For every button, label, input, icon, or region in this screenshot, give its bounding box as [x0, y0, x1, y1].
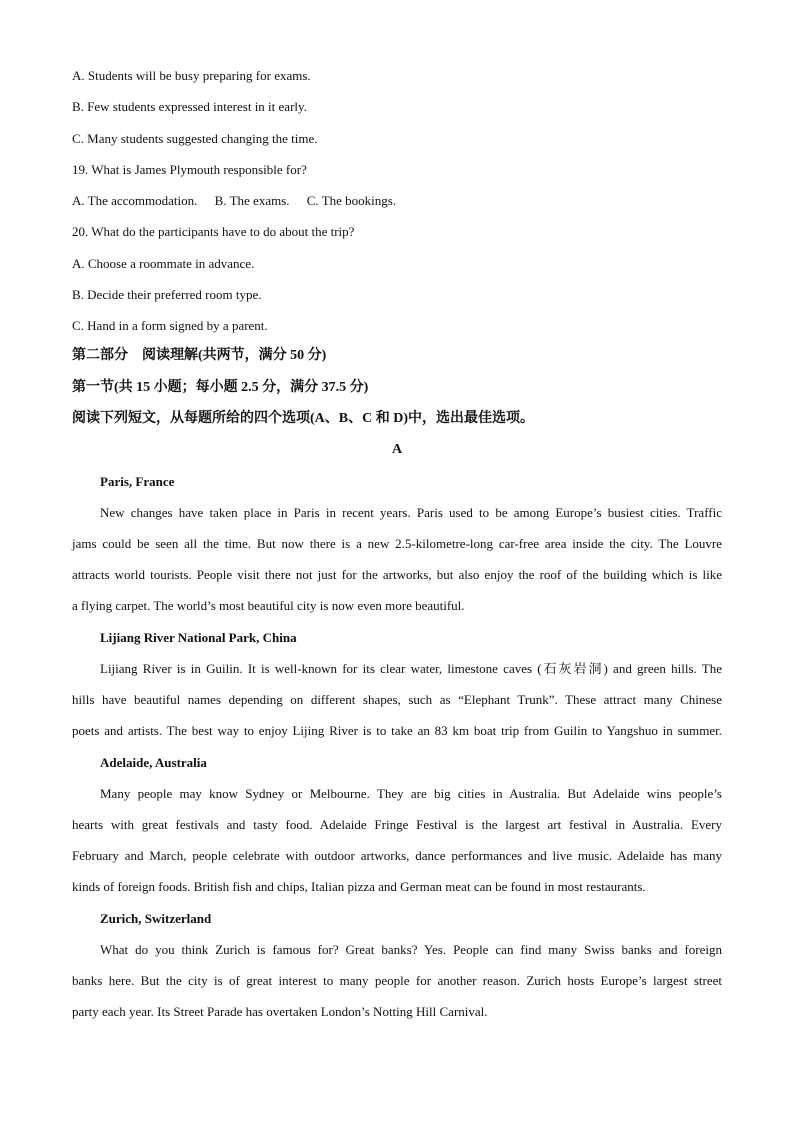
passage-heading-zurich: Zurich, Switzerland: [100, 911, 212, 926]
q19-option-a: A. The accommodation.: [72, 193, 198, 208]
passage-paris: [72, 497, 722, 621]
passage-heading-paris: Paris, France: [100, 474, 175, 489]
q19-option-b: B. The exams.: [214, 193, 290, 208]
paragraph-line: a flying carpet. The world’s most beautiful city is now even more beautiful.: [72, 598, 465, 613]
paragraph-line: poets and artists. The best way to enjoy Lijing River is to take an 83 km boat trip from Guilin to Yangshuo in summer.: [72, 723, 722, 738]
passage-zurich: [72, 934, 722, 1027]
q20-option-b: B. Decide their preferred room type.: [72, 287, 262, 302]
paragraph-line: February and March, people celebrate with outdoor artworks, dance performances and live music. Adelaide has many: [72, 848, 722, 863]
q20-option-c: C. Hand in a form signed by a parent.: [72, 318, 268, 333]
paragraph-line: party each year. Its Street Parade has overtaken London’s Notting Hill Carnival.: [72, 1004, 488, 1019]
q18-option-a: A. Students will be busy preparing for exams.: [72, 68, 311, 83]
paragraph-line: What do you think Zurich is famous for? Great banks? Yes. People can find many Swiss banks and foreign: [100, 942, 722, 957]
part-title: 第二部分 阅读理解(共两节，满分 50 分): [72, 348, 327, 363]
q20-question: 20. What do the participants have to do about the trip?: [72, 224, 355, 239]
paragraph-line: attracts world tourists. People visit there not just for the artworks, but also enjoy the roof of the building which is like: [72, 567, 722, 582]
subsection-title: 第一节(共 15 小题；每小题 2.5 分，满分 37.5 分): [72, 380, 369, 395]
passage-label: A: [391, 442, 403, 457]
paragraph-line: Lijiang River is in Guilin. It is well-known for its clear water, limestone caves (石灰岩洞) and green hills. The: [100, 661, 722, 676]
q20-option-a: A. Choose a roommate in advance.: [72, 256, 255, 271]
paragraph-line: hills have beautiful names depending on different shapes, such as “Elephant Trunk”. These attract many Chinese: [72, 692, 722, 707]
section-instruction: 阅读下列短文，从每题所给的四个选项(A、B、C 和 D)中，选出最佳选项。: [72, 411, 534, 426]
passage-adelaide: [72, 778, 722, 902]
passage-heading-adelaide: Adelaide, Australia: [100, 755, 207, 770]
paragraph-line: jams could be seen all the time. But now there is a new 2.5-kilometre-long car-free area inside the city. The Louvre: [72, 536, 722, 551]
passage-lijiang: [72, 653, 722, 746]
q18-option-c: C. Many students suggested changing the time.: [72, 131, 318, 146]
paragraph-line: New changes have taken place in Paris in recent years. Paris used to be among Europe’s busiest cities. Traffic: [100, 505, 722, 520]
q19-question: 19. What is James Plymouth responsible for?: [72, 162, 307, 177]
paragraph-line: banks here. But the city is of great interest to many people for another reason. Zurich hosts Europe’s largest street: [72, 973, 722, 988]
passage-heading-lijiang: Lijiang River National Park, China: [100, 630, 297, 645]
paragraph-line: Many people may know Sydney or Melbourne. They are big cities in Australia. But Adelaide wins people’s: [100, 786, 722, 801]
q19-option-c: C. The bookings.: [306, 193, 397, 208]
paragraph-line: hearts with great festivals and tasty food. Adelaide Fringe Festival is the largest art festival in Australia. Every: [72, 817, 722, 832]
paragraph-line: kinds of foreign foods. British fish and chips, Italian pizza and German meat can be found in most restaurants.: [72, 879, 646, 894]
q18-option-b: B. Few students expressed interest in it early.: [72, 99, 307, 114]
q19-options: [72, 193, 410, 209]
